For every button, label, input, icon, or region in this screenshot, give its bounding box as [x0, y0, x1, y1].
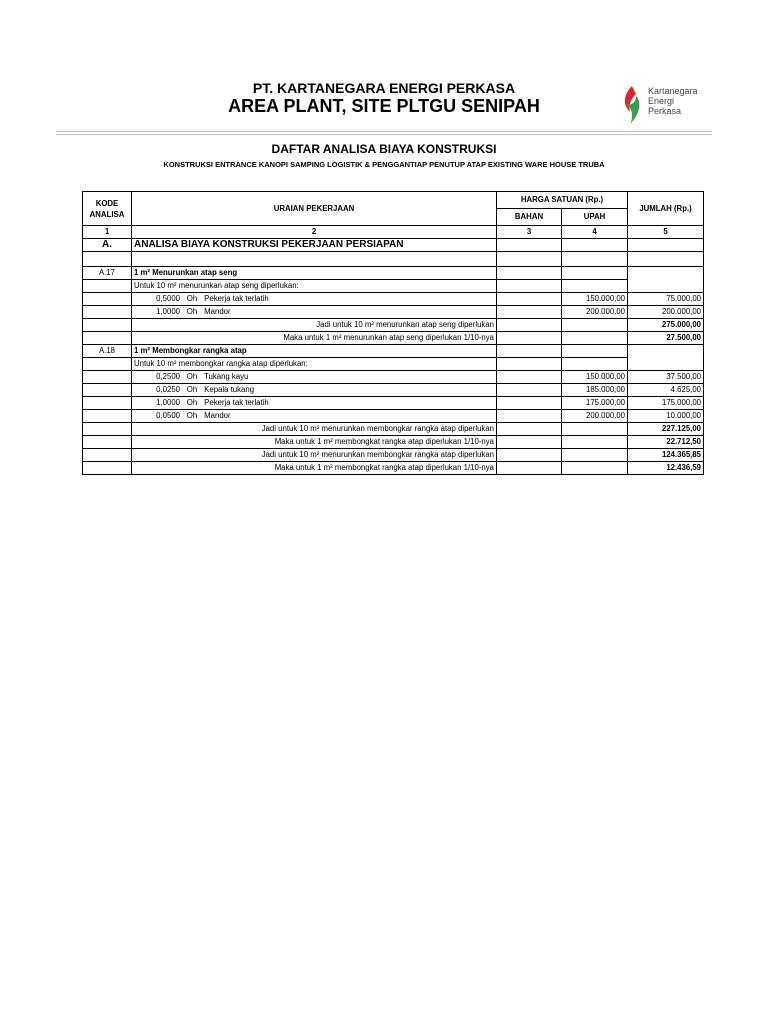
site-title: AREA PLANT, SITE PLTGU SENIPAH	[228, 96, 540, 116]
upah-value: 175.000,00	[562, 397, 628, 410]
item-code: A.18	[83, 345, 132, 358]
item-line: 0,2500 Oh Tukang kayu	[132, 371, 497, 384]
header-upah: UPAH	[562, 209, 628, 226]
header-divider	[56, 131, 712, 132]
total-label: Jadi untuk 10 m² menurunkan membongkar rangka atap diperlukan	[132, 449, 497, 462]
table-row	[83, 449, 704, 462]
table-row	[83, 319, 704, 332]
section-code: A.	[83, 239, 132, 252]
header-harga: HARGA SATUAN (Rp.)	[497, 192, 628, 209]
item-line: 0,0500 Oh Mandor	[132, 410, 497, 423]
header-uraian: URAIAN PEKERJAAN	[132, 192, 497, 226]
table-row	[83, 462, 704, 475]
total-label: Jadi untuk 10 m² menurunkan atap seng diperlukan	[132, 319, 497, 332]
upah-value: 185.000,00	[562, 384, 628, 397]
analysis-table	[82, 191, 704, 475]
total-value: 12.436,59	[628, 462, 704, 475]
upah-value: 200.000,00	[562, 306, 628, 319]
item-title: 1 m² Membongkar rangka atap	[132, 345, 497, 358]
total-value: 275.000,00	[628, 319, 704, 332]
table-row	[83, 280, 704, 293]
table-row	[83, 267, 704, 280]
document-subtitle: KONSTRUKSI ENTRANCE KANOPI SAMPING LOGISTIK & PENGGANTIAP PENUTUP ATAP EXISTING WARE HOUSE TRUBA	[163, 160, 605, 169]
total-value: 22.712,50	[628, 436, 704, 449]
item-title: 1 m² Menurunkan atap seng	[132, 267, 497, 280]
table-row	[83, 397, 704, 410]
jumlah-value: 175.000,00	[628, 397, 704, 410]
company-name: PT. KARTANEGARA ENERGI PERKASA	[252, 80, 516, 96]
total-value: 27.500,00	[628, 332, 704, 345]
table-row	[83, 293, 704, 306]
table-row	[83, 332, 704, 345]
header-jumlah: JUMLAH (Rp.)	[628, 192, 704, 226]
table-row	[83, 423, 704, 436]
jumlah-value: 75.000,00	[628, 293, 704, 306]
table-row	[83, 436, 704, 449]
header-divider	[56, 134, 712, 135]
table-row	[83, 252, 704, 267]
logo-line: Perkasa	[648, 106, 682, 116]
col-number: 3	[497, 226, 562, 239]
logo-line: Energi	[648, 96, 675, 106]
logo-line: Kartanegara	[648, 86, 698, 96]
total-label: Maka untuk 1 m² menurunkan atap seng diperlukan 1/10-nya	[132, 332, 497, 345]
document-title: DAFTAR ANALISA BIAYA KONSTRUKSI	[271, 142, 497, 156]
table-row	[83, 384, 704, 397]
jumlah-value: 10.000,00	[628, 410, 704, 423]
table-row	[83, 358, 704, 371]
col-number: 5	[628, 226, 704, 239]
item-line: 1,0000 Oh Mandor	[132, 306, 497, 319]
table-row	[83, 306, 704, 319]
col-number: 1	[83, 226, 132, 239]
header-bahan: BAHAN	[497, 209, 562, 226]
col-number: 4	[562, 226, 628, 239]
total-value: 227.125,00	[628, 423, 704, 436]
jumlah-value: 4.625,00	[628, 384, 704, 397]
item-intro: Untuk 10 m² membongkar rangka atap diperlukan:	[132, 358, 497, 371]
total-value: 124.365,85	[628, 449, 704, 462]
section-title: ANALISA BIAYA KONSTRUKSI PEKERJAAN PERSIAPAN	[132, 239, 497, 252]
item-intro: Untuk 10 m² menurunkan atap seng diperlukan:	[132, 280, 497, 293]
table-row	[83, 345, 704, 358]
jumlah-value: 37.500,00	[628, 371, 704, 384]
total-label: Maka untuk 1 m² membongkat rangka atap diperlukan 1/10-nya	[132, 436, 497, 449]
jumlah-value: 200.000,00	[628, 306, 704, 319]
total-label: Maka untuk 1 m² membongkat rangka atap diperlukan 1/10-nya	[132, 462, 497, 475]
logo-text	[648, 86, 698, 116]
column-number-row	[83, 226, 704, 239]
item-line: 0,0250 Oh Kepala tukang	[132, 384, 497, 397]
table-row	[83, 371, 704, 384]
col-number: 2	[132, 226, 497, 239]
upah-value: 150.000,00	[562, 371, 628, 384]
item-line: 1,0000 Oh Pekerja tak terlatih	[132, 397, 497, 410]
item-code: A.17	[83, 267, 132, 280]
upah-value: 150.000,00	[562, 293, 628, 306]
upah-value: 200.000,00	[562, 410, 628, 423]
item-line: 0,5000 Oh Pekerja tak terlatih	[132, 293, 497, 306]
header-kode: KODE ANALISA	[83, 192, 132, 226]
table-row	[83, 410, 704, 423]
table-header-row	[83, 192, 704, 209]
section-row	[83, 239, 704, 252]
total-label: Jadi untuk 10 m² menurunkan membongkar rangka atap diperlukan	[132, 423, 497, 436]
